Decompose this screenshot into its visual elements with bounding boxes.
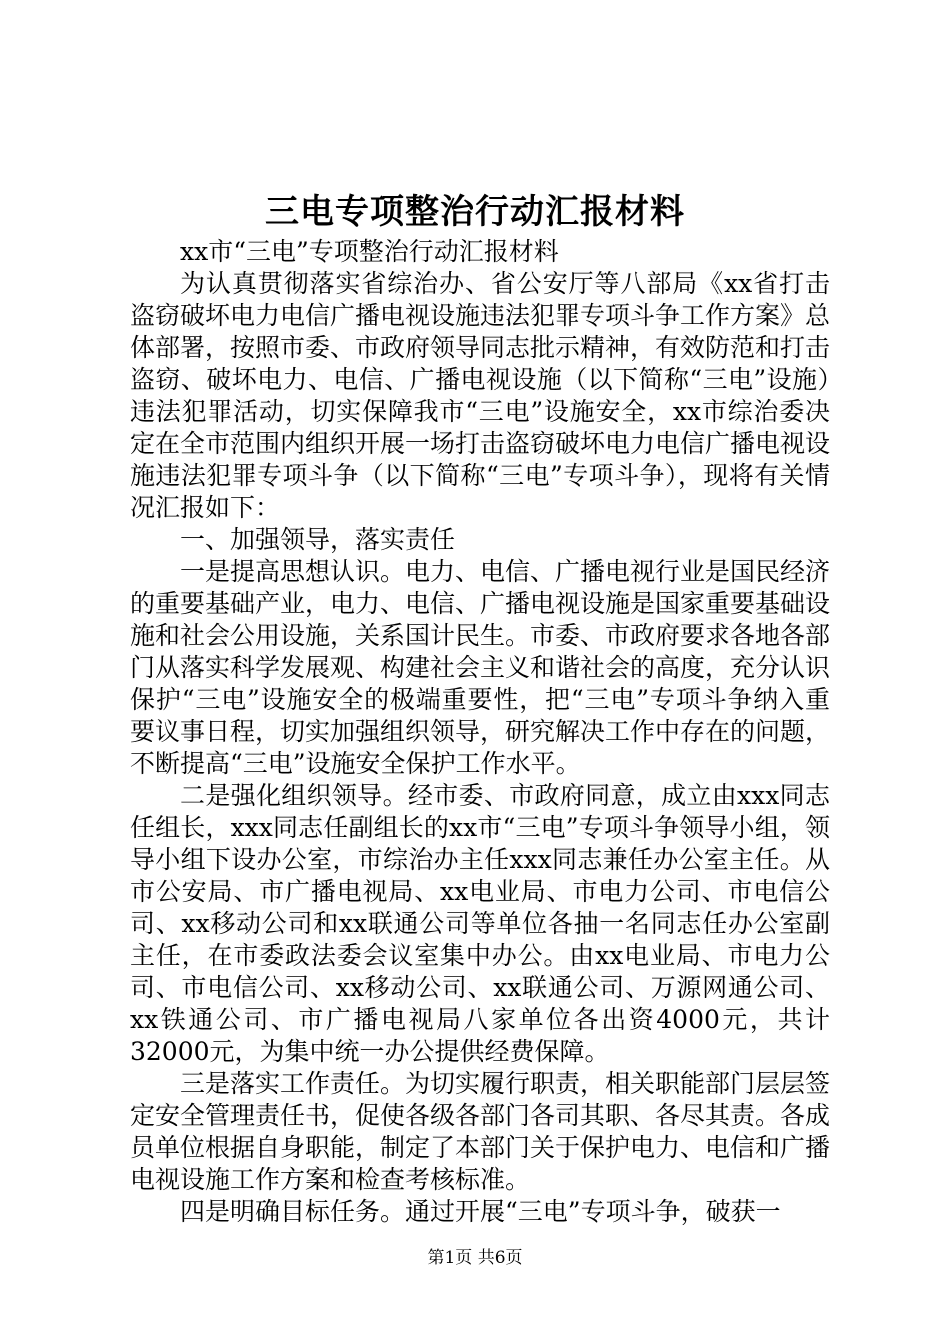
document-body (130, 236, 830, 1228)
paragraph-item-1: 一是提高思想认识。电力、电信、广播电视行业是国民经济的重要基础产业，电力、电信、广播电视设施是国家重要基础设施和社会公用设施，关系国计民生。市委、市政府要求各地各部门从落实科学发展观、构建社会主义和谐社会的高度，充分认识保护“三电”设施安全的极端重要性，把“三电”专项斗争纳入重要议事日程，切实加强组织领导，研究解决工作中存在的问题，不断提高“三电”设施安全保护工作水平。 (130, 557, 831, 778)
paragraph-item-3: 三是落实工作责任。为切实履行职责，相关职能部门层层签定安全管理责任书，促使各级各部门各司其职、各尽其责。各成员单位根据自身职能，制定了本部门关于保护电力、电信和广播电视设施工作方案和检查考核标准。 (130, 1069, 831, 1194)
paragraph-item-2: 二是强化组织领导。经市委、市政府同意，成立由xxx同志任组长，xxx同志任副组长的xx市“三电”专项斗争领导小组，领导小组下设办公室，市综治办主任xxx同志兼任办公室主任。从市公安局、市广播电视局、xx电业局、市电力公司、市电信公司、xx移动公司和xx联通公司等单位各抽一名同志任办公室副主任，在市委政法委会议室集中办公。由xx电业局、市电力公司、市电信公司、xx移动公司、xx联通公司、万源网通公司、xx铁通公司、市广播电视局八家单位各出资4000元，共计32000元，为集中统一办公提供经费保障。 (130, 781, 830, 1066)
paragraph-subtitle: xx市“三电”专项整治行动汇报材料 (180, 237, 559, 266)
paragraph-item-4: 四是明确目标任务。通过开展“三电”专项斗争，破获一 (180, 1197, 781, 1226)
page-number-footer: 第1页 共6页 (427, 1248, 523, 1268)
paragraph-intro: 为认真贯彻落实省综治办、省公安厅等八部局《xx省打击盗窃破坏电力电信广播电视设施违法犯罪专项斗争工作方案》总体部署，按照市委、市政府领导同志批示精神，有效防范和打击盗窃、破坏电力、电信、广播电视设施（以下简称“三电”设施）违法犯罪活动，切实保障我市“三电”设施安全，xx市综治委决定在全市范围内组织开展一场打击盗窃破坏电力电信广播电视设施违法犯罪专项斗争（以下简称“三电”专项斗争），现将有关情况汇报如下： (130, 269, 831, 522)
document-title: 三电专项整治行动汇报材料 (265, 192, 685, 232)
section-heading: 一、加强领导，落实责任 (180, 525, 456, 554)
